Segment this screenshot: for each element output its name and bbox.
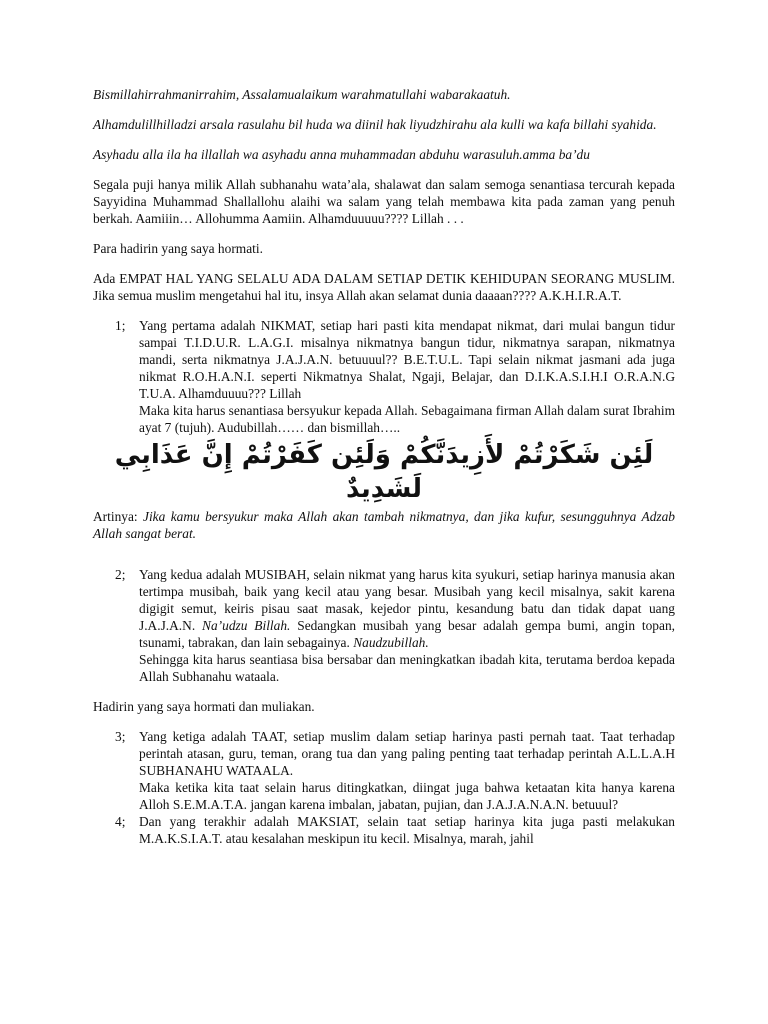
taat-text: Yang ketiga adalah TAAT, setiap muslim dalam setiap harinya pasti pernah taat. Taat terhadap perintah atasan, guru, teman, orang tua dan yang paling penting taat terhadap perintah A.L.L.A.H SUBHANAHU WATAALA. — [139, 729, 675, 778]
musibah-text-b: Na’udzu Billah. — [202, 618, 291, 633]
list-item-body — [139, 566, 675, 685]
list-number: 1; — [115, 318, 126, 333]
arabic-verse: لَئِن شَكَرْتُمْ لأَزِيدَنَّكُمْ وَلَئِن كَفَرْتُمْ إِنَّ عَذَابِي لَشَدِيدٌ — [114, 440, 654, 504]
musibah-text-c: Sedangkan musibah yang besar adalah gempa bumi, angin topan, tsunami, tabrakan, dan lain sebagainya. — [139, 618, 675, 650]
list-number: 3; — [115, 729, 126, 744]
opening-syahadat: Asyhadu alla ila ha illallah wa asyhadu anna muhammadan abduhu warasuluh.amma ba’du — [93, 147, 590, 162]
taat-text-2: Maka ketika kita taat selain harus ditingkatkan, diingat juga bahwa ketaatan kita hanya karena Alloh S.E.M.A.T.A. jangan karena imbalan, jabatan, pujian, dan J.A.J.A.N.A.N. betuuul? — [139, 780, 675, 812]
nikmat-text: Yang pertama adalah NIKMAT, setiap hari pasti kita mendapat nikmat, dari mulai bangun tidur sampai T.I.D.U.R. L.A.G.I. misalnya nikmatnya bangun tidur, nikmatnya sarapan, nikmatnya mandi, serta nikmatnya J.A.J.A.N. betuuuul?? B.E.T.U.L. Tapi selain nikmat jasmani ada juga nikmat R.O.H.A.N.I. seperti Nikmatnya Shalat, Ngaji, Belajar, dan D.I.K.A.S.I.H.I O.R.A.N.G T.U.A. Alhamduuuu??? Lillah — [139, 318, 675, 401]
intro-paragraph: Segala puji hanya milik Allah subhanahu wata’ala, shalawat dan salam semoga senantiasa tercurah kepada Sayyidina Muhammad Shallallohu alaihi wa salam yang telah membawa kita pada zaman yang penuh berkah. Aamiiin… Allohumma Aamiin. Alhamduuuuu???? Lillah . . . — [93, 177, 675, 226]
meaning-label: Artinya: — [93, 509, 144, 524]
thesis-paragraph: Ada EMPAT HAL YANG SELALU ADA DALAM SETIAP DETIK KEHIDUPAN SEORANG MUSLIM. Jika semua muslim mengetahui hal itu, insya Allah akan selamat dunia daaaan???? A.K.H.I.R.A.T. — [93, 271, 675, 303]
list-item-body — [139, 317, 675, 436]
opening-hamdalah: Alhamdulillhilladzi arsala rasulahu bil huda wa diinil hak liyudzhirahu ala kulli wa kafa billahi syahida. — [93, 117, 657, 132]
musibah-text-d: Naudzubillah. — [353, 635, 429, 650]
list-item-body — [139, 728, 675, 813]
list-item-musibah — [93, 566, 675, 685]
greeting-hadirin-2: Hadirin yang saya hormati dan muliakan. — [93, 699, 315, 714]
musibah-text-a: Yang kedua adalah MUSIBAH, selain nikmat yang harus kita syukuri, setiap harinya manusia akan tertimpa musibah, baik yang kecil atau yang besar. Musibah yang kecil misalnya, sakit karena digigit semut, keiris pisau saat masak, kejedor pintu, kesandung batu dan tidak dapat uang J.A.J.A.N. — [139, 567, 675, 633]
document-page — [93, 86, 675, 847]
opening-basmalah: Bismillahirrahmanirrahim, Assalamualaikum warahmatullahi wabarakaatuh. — [93, 87, 511, 102]
nikmat-text-2: Maka kita harus senantiasa bersyukur kepada Allah. Sebagaimana firman Allah dalam surat Ibrahim ayat 7 (tujuh). Audubillah…… dan bismillah….. — [139, 403, 675, 435]
list-number: 4; — [115, 814, 126, 829]
meaning-paragraph — [93, 508, 675, 542]
maksiat-text: Dan yang terakhir adalah MAKSIAT, selain taat setiap harinya kita juga pasti melakukan M.A.K.S.I.A.T. atau kesalahan meskipun itu kecil. Misalnya, marah, jahil — [139, 814, 675, 846]
greeting-hadirin: Para hadirin yang saya hormati. — [93, 241, 263, 256]
musibah-text — [139, 566, 675, 651]
list-item-nikmat — [93, 317, 675, 436]
list-number: 2; — [115, 567, 126, 582]
list-item-body — [139, 813, 675, 847]
meaning-text: Jika kamu bersyukur maka Allah akan tambah nikmatnya, dan jika kufur, sesungguhnya Adzab Allah sangat berat. — [93, 509, 675, 541]
list-item-maksiat — [93, 813, 675, 847]
musibah-text-2: Sehingga kita harus seantiasa bisa bersabar dan meningkatkan ibadah kita, terutama berdoa kepada Allah Subhanahu wataala. — [139, 652, 675, 684]
list-item-taat — [93, 728, 675, 813]
